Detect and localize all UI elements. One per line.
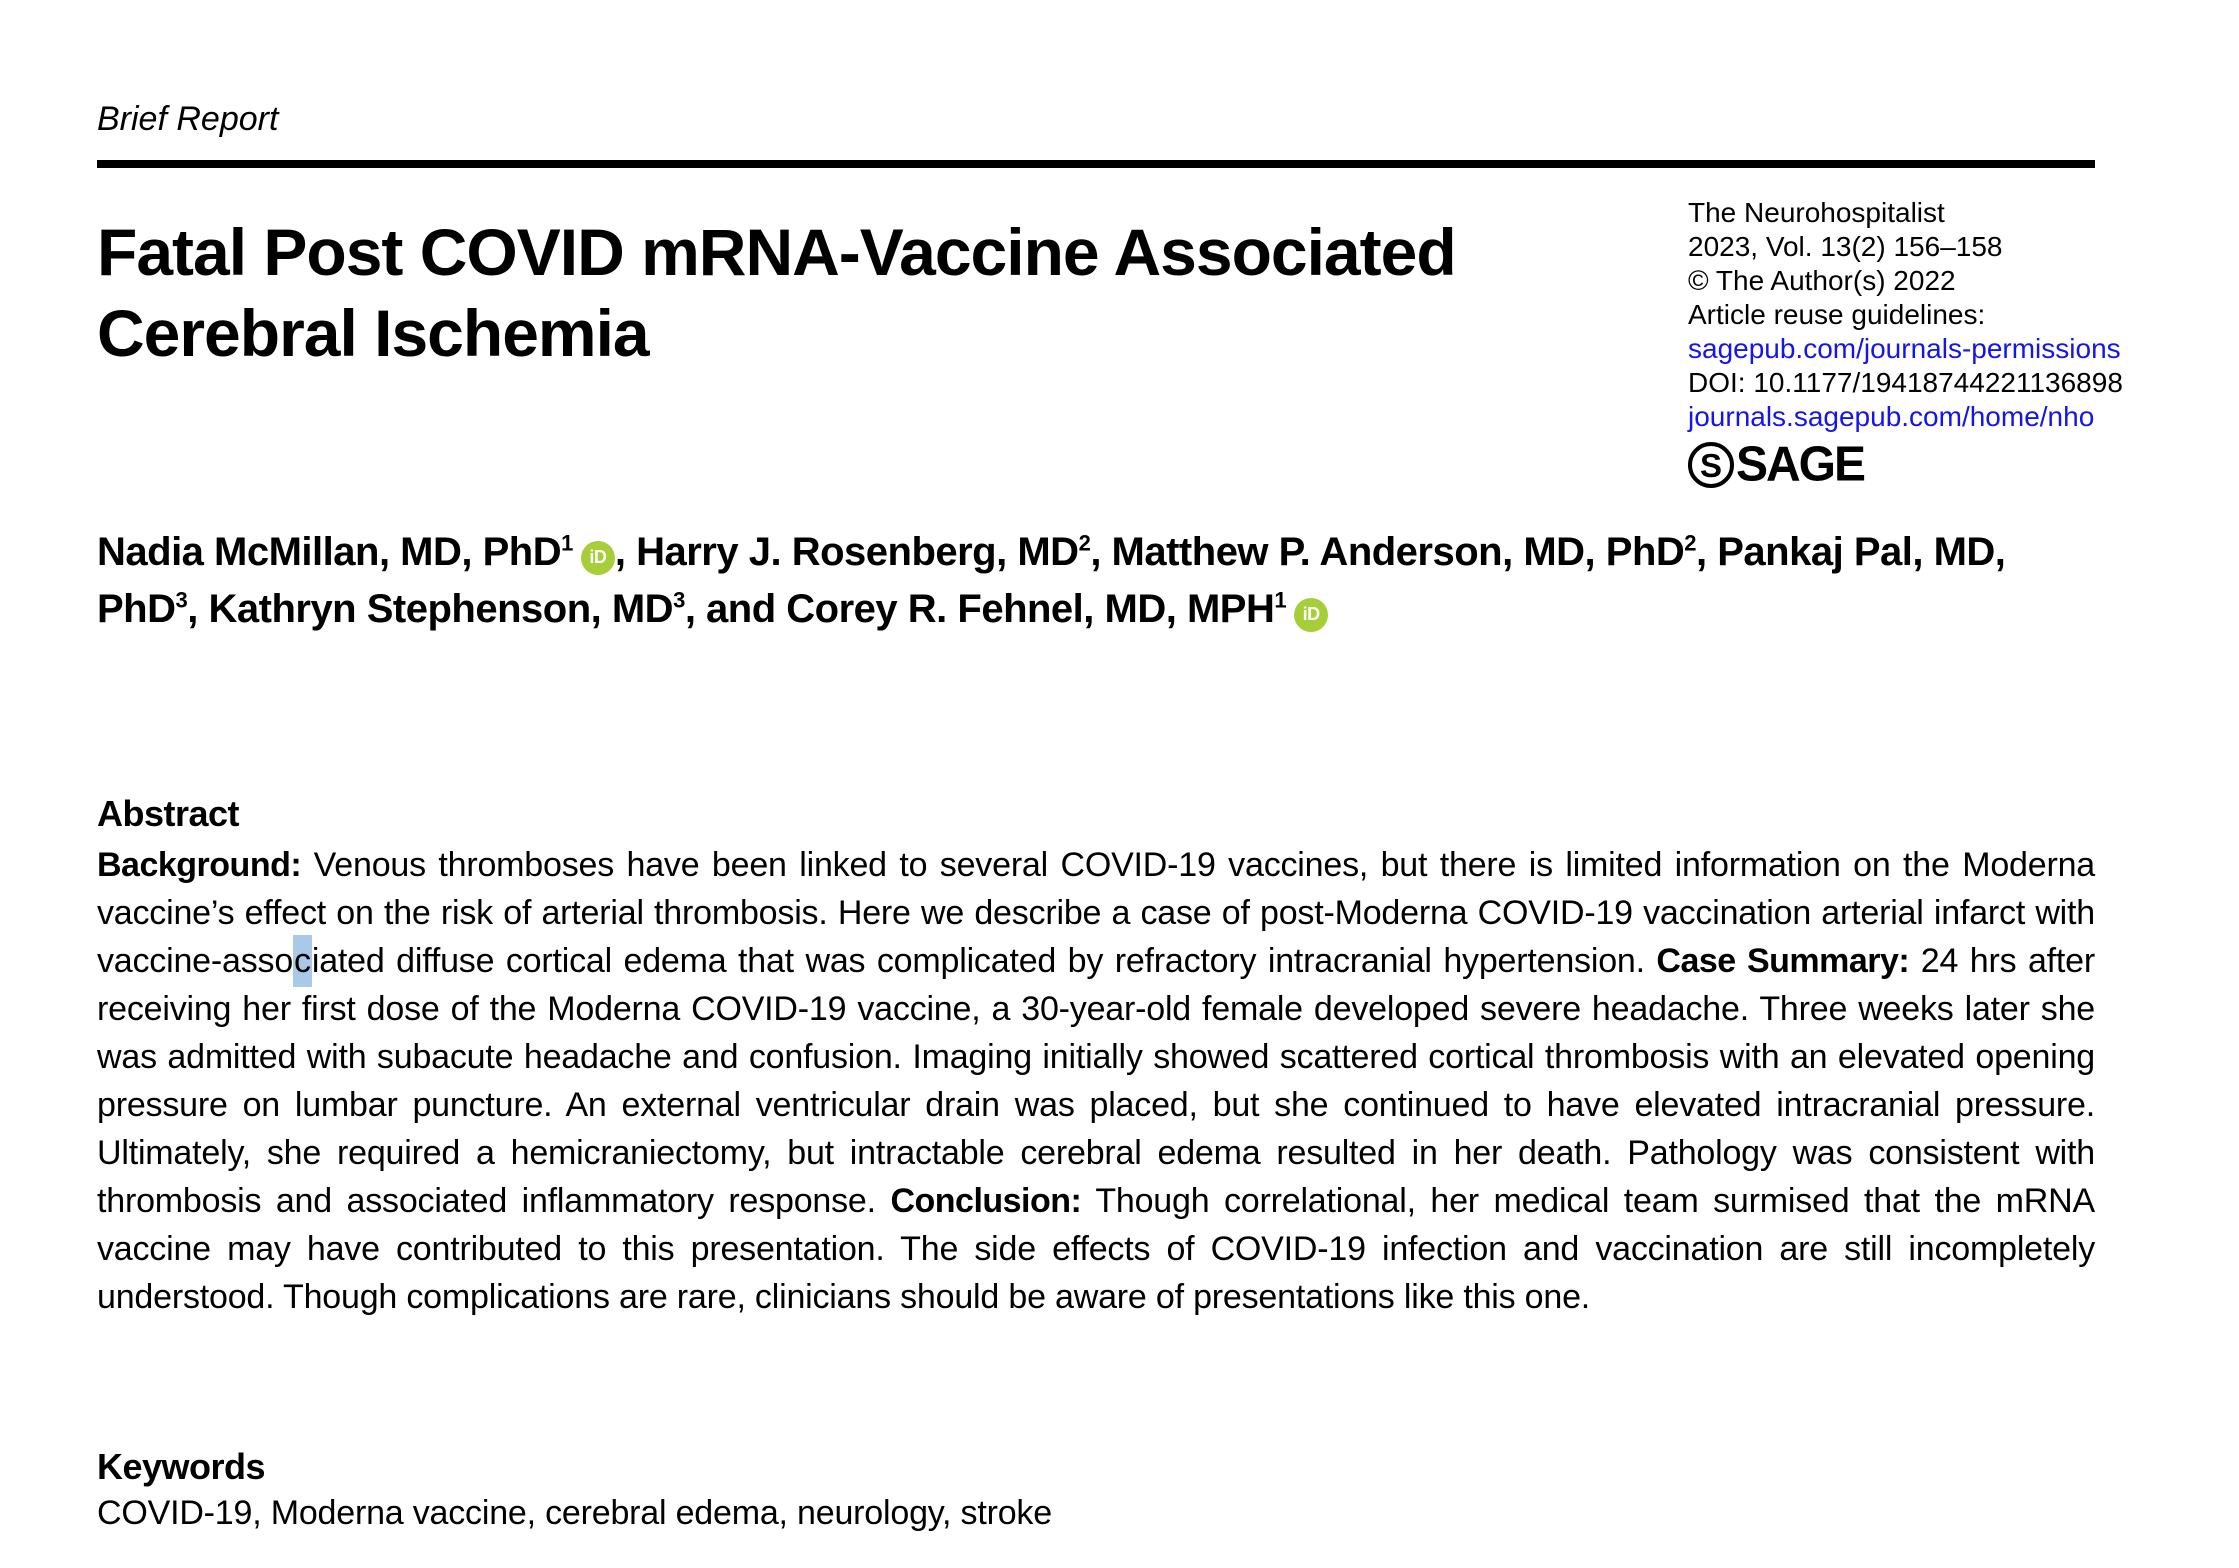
author-name: Pankaj Pal, MD, PhD	[97, 530, 2006, 631]
orcid-icon[interactable]: iD	[1294, 598, 1328, 632]
abstract-heading: Abstract	[97, 793, 240, 834]
article-category-label: Brief Report	[97, 100, 279, 138]
author-affiliation-sup: 3	[673, 587, 685, 613]
journal-volume-line: 2023, Vol. 13(2) 156–158	[1688, 231, 2003, 262]
reuse-guidelines-label: Article reuse guidelines:	[1688, 299, 1986, 330]
orcid-icon[interactable]: iD	[581, 541, 615, 575]
permissions-link[interactable]: sagepub.com/journals-permissions	[1688, 333, 2121, 364]
author-affiliation-sup: 2	[1078, 530, 1091, 556]
author-affiliation-sup: 2	[1684, 530, 1697, 556]
author-separator: ,	[1090, 530, 1112, 574]
abstract-paragraph	[97, 841, 2095, 1321]
case-summary-text: 24 hrs after receiving her first dose of the Moderna COVID-19 vaccine, a 30-year-old female developed severe headache. Three weeks later she was admitted with subacute headache and confusion. Imaging initially showed scattered cortical thrombosis with an elevated opening pressure on lumbar puncture. An external ventricular drain was placed, but she continued to have elevated intracranial pressure. Ultimately, she required a hemicraniectomy, but intractable cerebral edema resulted in her death. Pathology was consistent with thrombosis and associated inflammatory response.	[97, 942, 2095, 1220]
article-title-line2: Cerebral Ischemia	[97, 296, 649, 370]
doi-line: DOI: 10.1177/19418744221136898	[1688, 367, 2123, 398]
background-text-post: iated diffuse cortical edema that was complicated by refractory intracranial hypertension.	[311, 942, 1657, 980]
journal-home-link[interactable]: journals.sagepub.com/home/nho	[1688, 401, 2095, 432]
author-name: Corey R. Fehnel, MD, MPH	[786, 587, 1275, 631]
copyright-line: © The Author(s) 2022	[1688, 265, 1956, 296]
keywords-text: COVID-19, Moderna vaccine, cerebral edema, neurology, stroke	[97, 1494, 1052, 1532]
text-selection-highlight: c	[293, 935, 312, 987]
keywords-heading: Keywords	[97, 1446, 266, 1487]
author-name: Kathryn Stephenson, MD	[208, 587, 674, 631]
conclusion-label: Conclusion:	[890, 1182, 1082, 1220]
author-affiliation-sup: 1	[1274, 587, 1287, 613]
journal-name: The Neurohospitalist	[1688, 197, 1945, 228]
author-affiliation-sup: 3	[175, 587, 188, 613]
author-name: Harry J. Rosenberg, MD	[636, 530, 1079, 574]
author-separator: ,	[1696, 530, 1718, 574]
background-label: Background:	[97, 846, 302, 884]
case-summary-label: Case Summary:	[1656, 942, 1910, 980]
author-separator: , and	[684, 587, 787, 631]
author-list	[97, 524, 2095, 638]
author-separator: ,	[614, 530, 637, 574]
author-separator: ,	[187, 587, 209, 631]
sage-publisher-logo	[1688, 437, 1865, 492]
sage-logo-wordmark: SAGE	[1736, 437, 1865, 492]
journal-info-block	[1688, 196, 2208, 492]
author-name: Matthew P. Anderson, MD, PhD	[1111, 530, 1685, 574]
sage-logo-s-icon: S	[1688, 442, 1734, 488]
author-affiliation-sup: 1	[561, 530, 573, 556]
header-divider-rule	[97, 160, 2095, 168]
conclusion-text: Though correlational, her medical team surmised that the mRNA vaccine may have contributed to this presentation. The side effects of COVID-19 infection and vaccination are still incompletely understood. Though complications are rare, clinicians should be aware of presentations like this one.	[97, 1182, 2095, 1316]
article-title-line1: Fatal Post COVID mRNA-Vaccine Associated	[97, 215, 1456, 289]
background-text-pre: Venous thromboses have been linked to several COVID-19 vaccines, but there is limited information on the Moderna vaccine’s effect on the risk of arterial thrombosis. Here we describe a case of post-Moderna COVID-19 vaccination arterial infarct with vaccine-asso	[97, 846, 2095, 980]
author-name: Nadia McMillan, MD, PhD	[97, 530, 562, 574]
article-title	[97, 212, 1717, 374]
